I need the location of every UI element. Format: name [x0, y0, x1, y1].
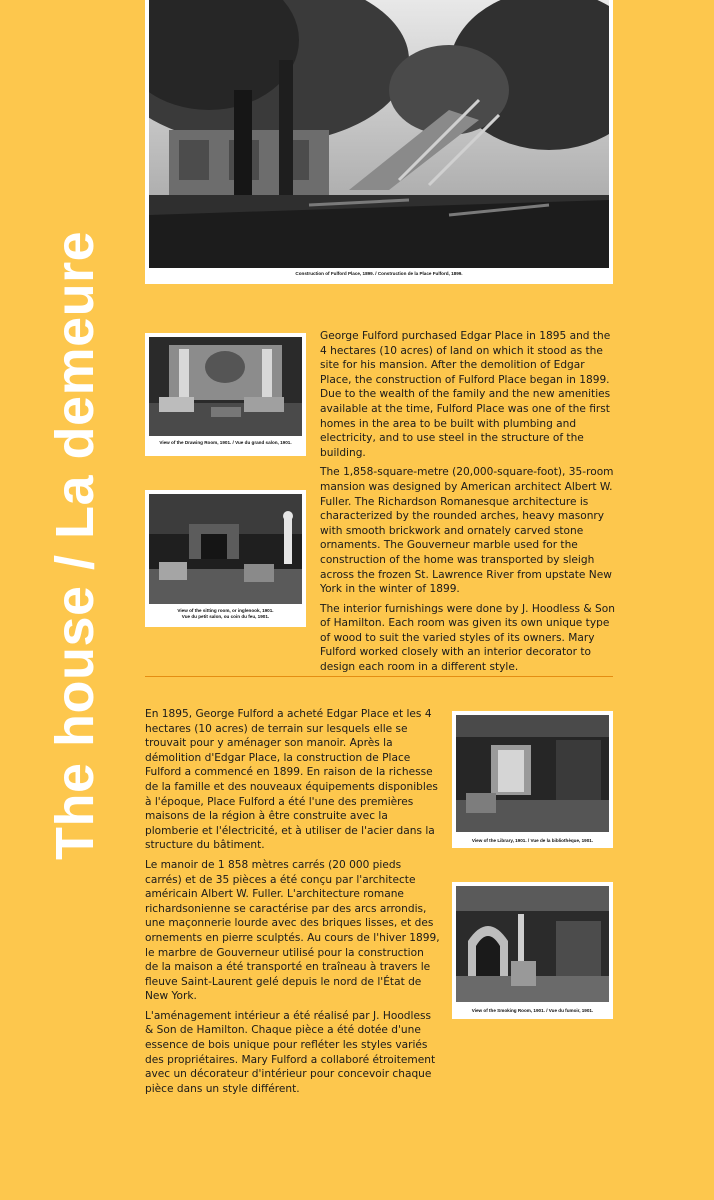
- french-paragraph-3: L'aménagement intérieur a été réalisé par J. Hoodless & Son de Hamilton. Chaque pièce a été dotée d'une essence de bois unique pour refléter les styles variés des propriétaires. Mary Fulford a collaboré étroitement avec un décorateur d'intérieur pour concevoir chaque pièce dans un style différent.: [145, 1009, 436, 1095]
- construction-photo: [145, 0, 613, 284]
- construction-image: [149, 0, 609, 268]
- english-paragraph-2: The 1,858-square-metre (20,000-square-foot), 35-room mansion was designed by American architect Albert W. Fuller. The Richardson Romanesque architecture is characterized by the rounded arches, heavy masonry with smooth brickwork and ornately carved stone ornaments. The Gouverneur marble used for the construction of the home was transported by sleigh across the frozen St. Lawrence River from upstate New York in the winter of 1899.: [320, 466, 614, 596]
- french-paragraph-2: Le manoir de 1 858 mètres carrés (20 000 pieds carrés) et de 35 pièces a été conçu par l'architecte américain Albert W. Fuller. L'architecture romane richardsonienne se caractérise par des arcs arrondis, une maçonnerie lourde avec des briques lisses, et des ornements en pierre sculptés. Au cours de l'hiver 1899, le marbre de Gouverneur utilisé pour la construction de la maison a été transporté en traîneau à travers le fleuve Saint-Laurent gelé depuis le nord de l'État de New York.: [145, 858, 440, 1003]
- library-scene: [456, 715, 609, 832]
- smoking-room-photo: [452, 882, 613, 1019]
- drawing-room-image: [149, 337, 302, 436]
- sitting-room-caption-line1: View of the sitting room, or inglenook, 1901.: [177, 608, 274, 613]
- library-image: [456, 715, 609, 832]
- french-paragraph-1: En 1895, George Fulford a acheté Edgar Place et les 4 hectares (10 acres) de terrain sur lesquels elle se trouvait pour y aménager son manoir. Après la démolition d'Edgar Place, la construction de Place Fulford a commencé en 1899. En raison de la richesse de la famille et des nouveaux équipements disponibles à l'époque, Place Fulford a été l'une des premières maisons de la région à être construite avec la plomberie et l'électricité, et à utiliser de l'acier dans la structure du bâtiment.: [145, 708, 438, 852]
- sitting-room-scene: [149, 494, 302, 604]
- english-text: [320, 329, 615, 680]
- library-caption: View of the Library, 1901. / Vue de la bibliothèque, 1901.: [471, 838, 594, 843]
- sitting-room-image: [149, 494, 302, 604]
- smoking-room-scene: [456, 886, 609, 1002]
- vertical-title: The house / La demeure: [45, 230, 105, 860]
- section-divider: [145, 676, 613, 677]
- english-paragraph-1: George Fulford purchased Edgar Place in 1895 and the 4 hectares (10 acres) of land on which it stood as the site for his mansion. After the demolition of Edgar Place, the construction of Fulford Place began in 1899. Due to the wealth of the family and the new amenities available at the time, Fulford Place was one of the first homes in the area to be built with plumbing and electricity, and to use steel in the structure of the building.: [320, 330, 611, 459]
- construction-scene: [149, 0, 609, 268]
- sitting-room-caption-line2: Vue du petit salon, ou coin du feu, 1901.: [181, 614, 270, 620]
- smoking-room-caption: View of the Smoking Room, 1901. / Vue du fumoir, 1901.: [471, 1008, 594, 1013]
- english-paragraph-3: The interior furnishings were done by J. Hoodless & Son of Hamilton. Each room was given its own unique type of wood to suit the varied styles of its owners. Mary Fulford worked closely with an interior decorator to design each room in a different style.: [320, 602, 615, 674]
- drawing-room-caption: View of the Drawing Room, 1901. / Vue du grand salon, 1901.: [159, 440, 292, 445]
- french-text: [145, 707, 440, 1101]
- sitting-room-caption: [149, 608, 302, 620]
- drawing-room-photo: [145, 333, 306, 456]
- sitting-room-photo: [145, 490, 306, 627]
- drawing-room-scene: [149, 337, 302, 436]
- library-photo: [452, 711, 613, 848]
- construction-caption: Construction of Fulford Place, 1899. / Construction de la Place Fulford, 1899.: [295, 271, 463, 276]
- smoking-room-image: [456, 886, 609, 1002]
